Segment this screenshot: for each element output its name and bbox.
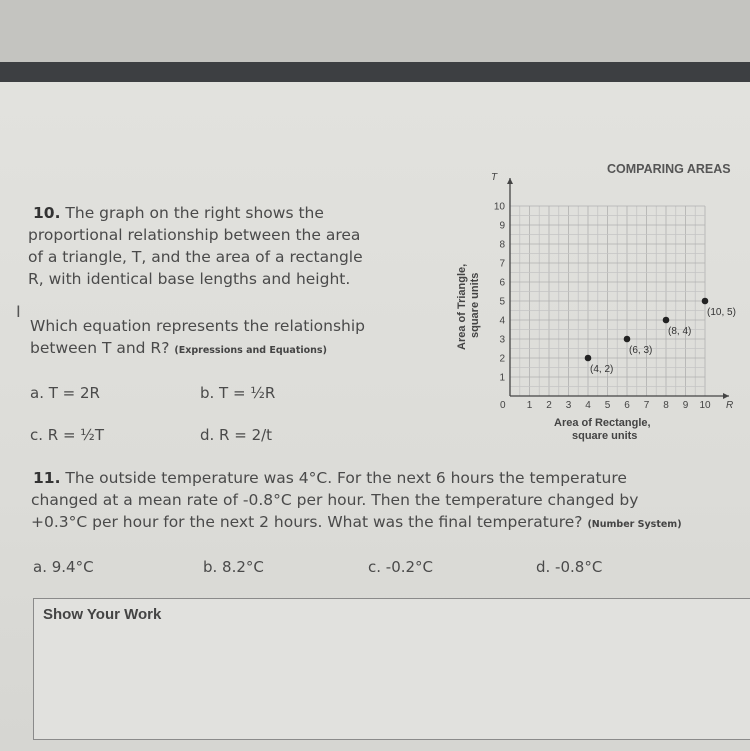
data-point-label: (4, 2): [590, 364, 614, 375]
data-point: [702, 298, 709, 305]
y-axis-label-1: Area of Triangle,: [456, 263, 468, 350]
data-point: [663, 317, 670, 324]
q10-option-d[interactable]: d. R = 2/t: [200, 426, 273, 444]
q10-option-c[interactable]: c. R = ½T: [30, 426, 105, 444]
x-tick-label: 1: [526, 400, 533, 411]
q11-number: 11.: [33, 469, 61, 487]
q11-tag: (Number System): [587, 519, 682, 530]
background-band: [0, 0, 750, 62]
x-tick-label: 6: [624, 400, 630, 411]
x-axis-label-2: square units: [572, 430, 638, 442]
x-tick-label: 9: [682, 400, 689, 411]
chart-axes: [507, 178, 729, 399]
q11-line-1: [33, 467, 627, 489]
y-axis-arrow-icon: [507, 178, 513, 184]
y-tick-label: 7: [499, 258, 505, 270]
q11-text-1: The outside temperature was 4°C. For the next 6 hours the temperature: [65, 469, 627, 487]
q11-option-c[interactable]: c. -0.2°C: [368, 558, 434, 576]
q11-line-2: changed at a mean rate of -0.8°C per hour. Then the temperature changed by: [31, 491, 639, 509]
y-tick-label: 1: [499, 372, 505, 384]
q10-tag: (Expressions and Equations): [174, 345, 327, 356]
data-point-label: (6, 3): [629, 345, 653, 356]
q10-text-1: The graph on the right shows the: [65, 204, 324, 222]
header-bar: [0, 62, 750, 82]
q11-option-b[interactable]: b. 8.2°C: [203, 558, 264, 576]
y-tick-label: 5: [499, 296, 505, 308]
x-tick-label: 3: [565, 400, 572, 411]
y-tick-labels: [494, 202, 506, 384]
data-point-label: (10, 5): [707, 307, 736, 318]
text-cursor-icon: I: [16, 302, 21, 321]
data-point: [585, 355, 592, 362]
q10-option-a[interactable]: a. T = 2R: [30, 384, 100, 402]
x-tick-label: 7: [643, 400, 650, 411]
comparing-areas-chart: [440, 150, 750, 450]
x-tick-label: 4: [585, 400, 591, 411]
show-work-label: Show Your Work: [43, 606, 162, 623]
show-work-box[interactable]: [33, 598, 750, 740]
y-tick-label: 8: [499, 239, 505, 251]
x-axis-letter: R: [726, 400, 734, 411]
x-axis-label-1: Area of Rectangle,: [554, 417, 651, 429]
q10-option-b[interactable]: b. T = ½R: [200, 384, 276, 402]
origin-label: 0: [500, 400, 506, 411]
data-point-label: (8, 4): [668, 326, 692, 337]
q10-question-1: Which equation represents the relationship: [30, 317, 366, 335]
q10-question-2: [30, 337, 327, 362]
y-tick-label: 2: [499, 353, 505, 365]
x-axis-arrow-icon: [723, 393, 729, 399]
q10-line-1: [33, 202, 324, 224]
chart-title: COMPARING AREAS: [607, 162, 731, 176]
q10-question-2-text: between T and R?: [30, 339, 170, 357]
q11-text-3: +0.3°C per hour for the next 2 hours. What was the final temperature?: [31, 513, 583, 531]
x-tick-labels: [527, 400, 711, 411]
x-tick-label: 10: [699, 400, 711, 411]
x-tick-label: 5: [604, 400, 611, 411]
q11-option-d[interactable]: d. -0.8°C: [536, 558, 603, 576]
y-tick-label: 3: [499, 334, 505, 346]
q10-line-2: proportional relationship between the area: [28, 226, 361, 244]
q11-option-a[interactable]: a. 9.4°C: [33, 558, 94, 576]
y-tick-label: 9: [499, 220, 505, 232]
y-axis-letter: T: [491, 172, 498, 183]
q10-number: 10.: [33, 204, 61, 222]
y-axis-label-2: square units: [469, 272, 481, 338]
data-point: [624, 336, 631, 343]
q10-line-4: R, with identical base lengths and height.: [28, 270, 351, 288]
y-tick-label: 6: [499, 277, 505, 289]
y-tick-label: 4: [499, 315, 505, 327]
x-tick-label: 2: [546, 400, 552, 411]
y-tick-label: 10: [493, 201, 505, 213]
q10-line-3: of a triangle, T, and the area of a rectangle: [28, 248, 363, 266]
q11-line-3: [31, 511, 682, 536]
x-tick-label: 8: [663, 400, 669, 411]
